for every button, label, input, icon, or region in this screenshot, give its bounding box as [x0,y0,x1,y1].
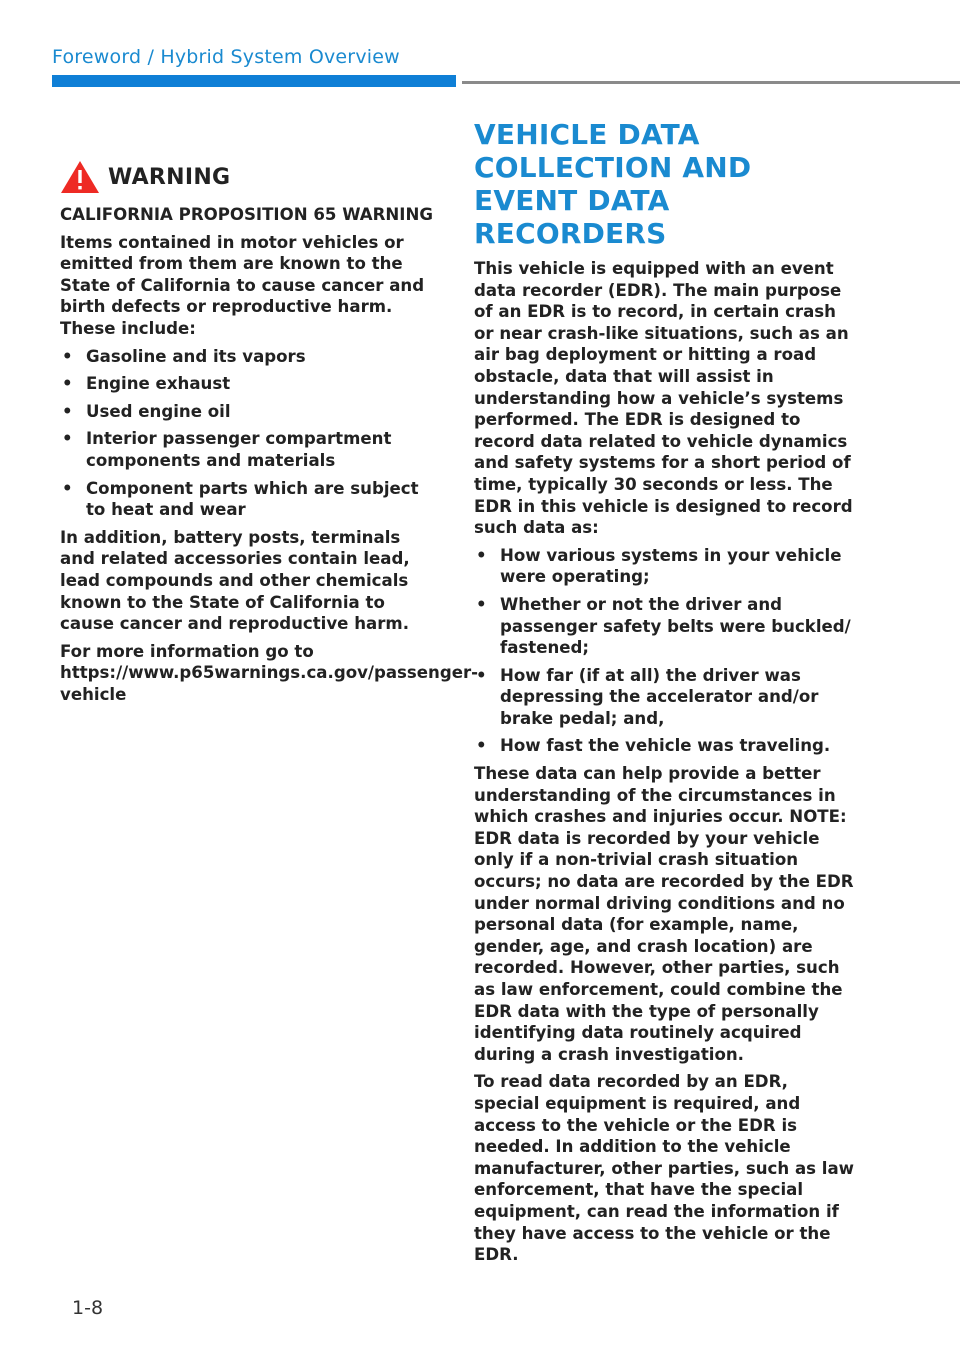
list-item: • How various systems in your vehicle were operating; [474,545,858,588]
header-accent-bar [52,75,456,87]
edr-intro: This vehicle is equipped with an event data recorder (EDR). The main purpose of an EDR is to record, in certain crash or near crash-like situations, such as an air bag deployment or hitting a road obstacle, data that will assist in understanding how a vehicle’s systems performed. The EDR is designed to record data related to vehicle dynamics and safety systems for a short period of time, typically 30 seconds or less. The EDR in this vehicle is designed to record such data as: [474,259,853,538]
left-column [60,160,479,711]
warning-list [60,346,440,521]
more-info-text: For more information go to https://www.p65warnings.ca.gov/passenger-vehicle [60,641,479,704]
header-divider-line [462,81,960,84]
warning-triangle-icon [60,160,100,194]
section-title: VEHICLE DATA COLLECTION AND EVENT DATA RECORDERS [474,118,752,250]
list-item: • Engine exhaust [60,373,440,395]
list-item: • How far (if at all) the driver was depressing the accelerator and/or brake pedal; and, [474,665,858,730]
edr-list [474,545,858,757]
warning-heading [60,160,440,194]
list-item: • How fast the vehicle was traveling. [474,735,858,757]
page-number: 1-8 [72,1297,104,1319]
warning-title: WARNING [108,164,231,190]
warning-subtitle: CALIFORNIA PROPOSITION 65 WARNING [60,205,433,224]
right-column [474,118,858,1272]
list-item: • Used engine oil [60,401,440,423]
page-header-title: Foreword / Hybrid System Overview [52,46,400,68]
battery-warning-text: In addition, battery posts, terminals and related accessories contain lead, lead compounds and other chemicals known to the State of California to cause cancer and reproductive harm. [60,527,410,634]
edr-paragraph-2: These data can help provide a better understanding of the circumstances in which crashes and injuries occur. NOTE: EDR data is recorded by your vehicle only if a non-trivial crash situation occurs; no data are recorded by the EDR under normal driving conditions and no personal data (for example, name, gender, age, and crash location) are recorded. However, other parties, such as law enforcement, could combine the EDR data with the type of personally identifying data routinely acquired during a crash investigation. [474,764,854,1064]
warning-intro: Items contained in motor vehicles or emitted from them are known to the State of California to cause cancer and birth defects or reproductive harm. These include: [60,232,425,338]
edr-paragraph-3: To read data recorded by an EDR, special equipment is required, and access to the vehicle or the EDR is needed. In addition to the vehicle manufacturer, other parties, such as law enforcement, that have the special equipment, can read the information if they have access to the vehicle or the EDR. [474,1072,855,1265]
list-item: • Whether or not the driver and passenger safety belts were buckled/ fastened; [474,594,858,659]
list-item: • Interior passenger compartment components and materials [60,428,440,471]
list-item: • Gasoline and its vapors [60,346,440,368]
list-item: • Component parts which are subject to heat and wear [60,478,440,521]
